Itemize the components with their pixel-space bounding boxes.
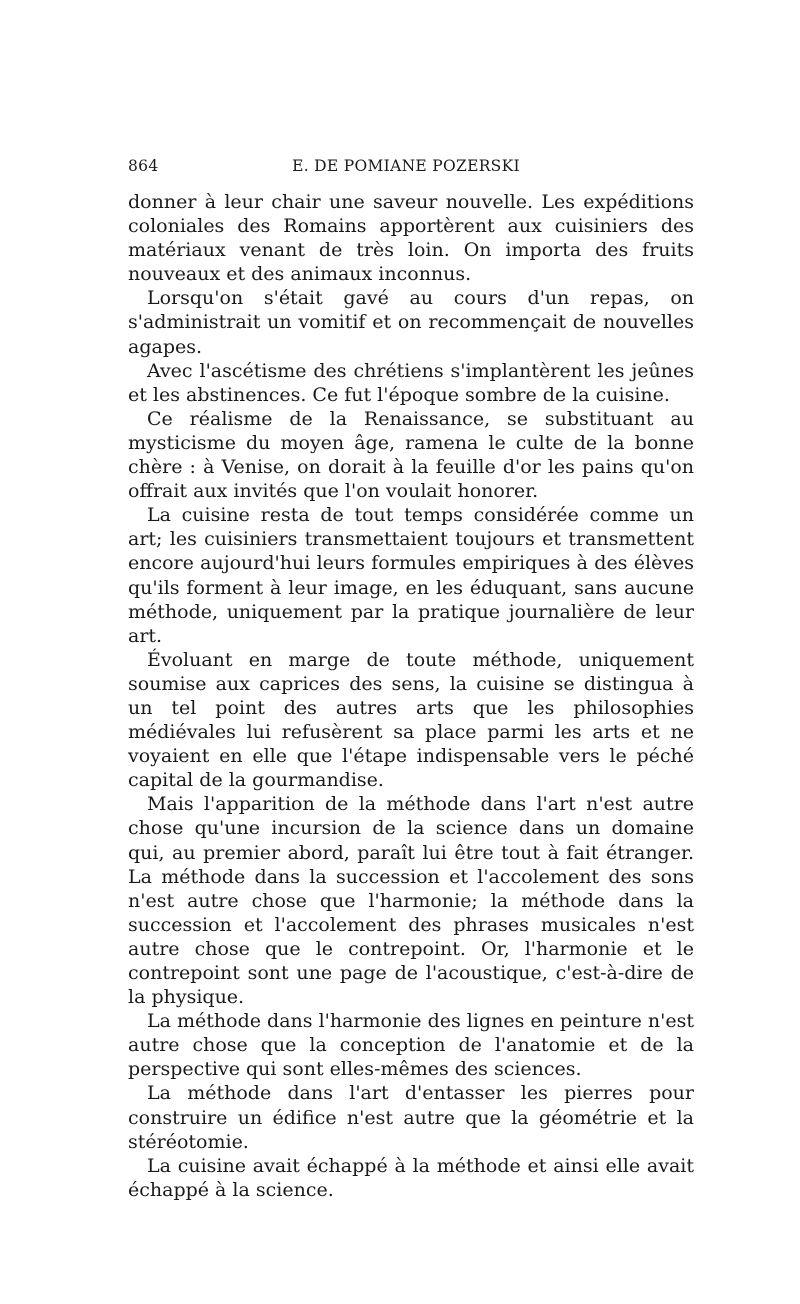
- page-number: 864: [128, 157, 159, 175]
- paragraph-2: Lorsqu'on s'était gavé au cours d'un repas, on s'administrait un vomitif et on recommençait de nouvelles agapes.: [128, 287, 694, 358]
- paragraph-7: Mais l'apparition de la méthode dans l'art n'est autre chose qu'une incursion de la science dans un domaine qui, au premier abord, paraît lui être tout à fait étranger. La méthode dans la succession et l'accolement des sons n'est autre chose que l'harmonie; la méthode dans la succession et l'accolement des phrases musicales n'est autre chose que le contrepoint. Or, l'harmonie et le contrepoint sont une page de l'acoustique, c'est-à-dire de la physique.: [128, 793, 694, 1009]
- running-title: E. DE POMIANE POZERSKI: [292, 157, 520, 175]
- paragraph-1: donner à leur chair une saveur nouvelle. Les expéditions coloniales des Romains apportèrent aux cuisiniers des matériaux venant de très loin. On importa des fruits nouveaux et des animaux inconnus.: [128, 191, 694, 286]
- paragraph-3: Avec l'ascétisme des chrétiens s'implantèrent les jeûnes et les abstinences. Ce fut l'époque sombre de la cuisine.: [128, 359, 694, 406]
- paragraph-8: La méthode dans l'harmonie des lignes en peinture n'est autre chose que la conception de l'anatomie et de la perspective qui sont elles-mêmes des sciences.: [128, 1010, 694, 1081]
- paragraph-5: La cuisine resta de tout temps considérée comme un art; les cuisiniers transmettaient toujours et transmettent encore aujourd'hui leurs formules empiriques à des élèves qu'ils forment à leur image, en les éduquant, sans aucune méthode, uniquement par la pratique journalière de leur art.: [128, 504, 694, 647]
- paragraph-6: Évoluant en marge de toute méthode, uniquement soumise aux caprices des sens, la cuisine se distingua à un tel point des autres arts que les philosophies médiévales lui refusèrent sa place parmi les arts et ne voyaient en elle que l'étape indispensable vers le péché capital de la gourmandise.: [128, 648, 694, 792]
- paragraph-10: La cuisine avait échappé à la méthode et ainsi elle avait échappé à la science.: [128, 1154, 694, 1201]
- paragraph-4: Ce réalisme de la Renaissance, se substituant au mysticisme du moyen âge, ramena le culte de la bonne chère : à Venise, on dorait à la feuille d'or les pains qu'on offrait aux invités que l'on voulait honorer.: [128, 407, 694, 503]
- body-text: [128, 190, 694, 1202]
- paragraph-9: La méthode dans l'art d'entasser les pierres pour construire un édifice n'est autre que la géométrie et la stéréotomie.: [128, 1082, 694, 1153]
- running-head: [128, 157, 684, 179]
